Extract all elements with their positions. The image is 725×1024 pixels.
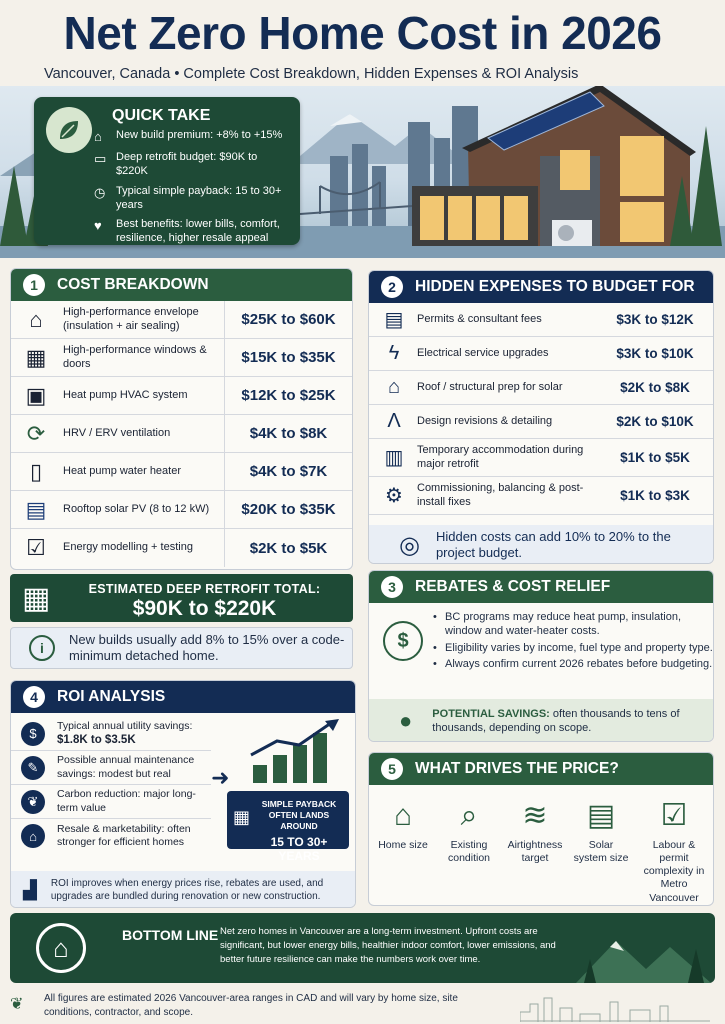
savings-note: ● POTENTIAL SAVINGS: often thousands to tens of thousands, depending on scope. — [369, 699, 713, 742]
driver-item: ⌂ Home size — [373, 793, 433, 852]
water-heater-icon: ▯ — [29, 458, 43, 484]
document-icon: ▤ — [384, 309, 404, 331]
compass-icon: Λ — [387, 410, 401, 432]
section-header — [369, 271, 713, 303]
section-header — [369, 753, 713, 785]
money-icon: $ — [21, 722, 45, 746]
section-header — [11, 681, 355, 713]
heart-pulse-icon: ♥ — [94, 218, 102, 234]
hidden-expenses-section — [368, 270, 714, 564]
rebates-section — [368, 570, 714, 742]
calendar-icon: ▦ — [233, 807, 251, 827]
retrofit-total-banner: ▦ ESTIMATED DEEP RETROFIT TOTAL: $90K to $220K — [10, 574, 353, 622]
section-number: 1 — [23, 274, 45, 296]
quick-take-item: ♥ Best benefits: lower bills, comfort, resilience, higher resale appeal — [94, 218, 280, 244]
section-number: 4 — [23, 686, 45, 708]
cost-row: ▯ Heat pump water heater $4K to $7K — [11, 453, 352, 491]
house-icon: ⌂ — [393, 799, 413, 833]
roof-icon: ⌂ — [387, 376, 401, 398]
section-title: ROI ANALYSIS — [57, 688, 166, 705]
arrow-right-icon: ➜ — [211, 765, 230, 790]
dollar-leaf-icon: $ — [383, 621, 423, 661]
section-title: COST BREAKDOWN — [57, 276, 209, 293]
expense-row: ▤ Permits & consultant fees $3K to $12K — [369, 303, 713, 337]
quick-take-title: QUICK TAKE — [112, 107, 211, 124]
quick-take-item: ◷ Typical simple payback: 15 to 30+ years — [94, 184, 282, 211]
roi-list — [11, 717, 211, 853]
house-leaf-icon: ⌂ — [36, 923, 86, 973]
trend-chart-icon: ▟ — [23, 879, 37, 900]
quick-take-item: ⌂ New build premium: +8% to +15% — [94, 129, 283, 144]
driver-item: ≋ Airtightness target — [505, 793, 565, 865]
solar-panel-icon: ▤ — [25, 496, 47, 522]
expense-row: ⌂ Roof / structural prep for solar $2K to $8K — [369, 371, 713, 405]
clipboard-icon: ☑ — [660, 799, 688, 833]
price-drivers-section — [368, 752, 714, 906]
piggy-bank-icon: ● — [399, 708, 413, 733]
calculator-icon: ▦ — [22, 582, 51, 615]
clipboard-icon: ☑ — [26, 535, 46, 560]
page-subtitle: Vancouver, Canada • Complete Cost Breakdown, Hidden Expenses & ROI Analysis — [44, 66, 579, 82]
driver-item: ⌕ Existing condition — [439, 793, 499, 865]
cost-row: ⌂ High-performance envelope (insulation + air sealing) $25K to $60K — [11, 301, 352, 339]
mountain-trees-icon — [576, 925, 711, 983]
cost-row: ▤ Rooftop solar PV (8 to 12 kW) $20K to $35K — [11, 491, 352, 529]
window-icon: ▦ — [25, 344, 47, 370]
info-icon: i — [29, 635, 55, 661]
solar-panel-icon: ▤ — [586, 799, 616, 833]
expense-row: ⚙ Commissioning, balancing & post-install fixes $1K to $3K — [369, 477, 713, 515]
house-icon: ⌂ — [21, 824, 45, 848]
expense-row: ϟ Electrical service upgrades $3K to $10K — [369, 337, 713, 371]
cost-row: ⟳ HRV / ERV ventilation $4K to $8K — [11, 415, 352, 453]
city-skyline-icon — [520, 994, 710, 1022]
section-header — [369, 571, 713, 603]
magnifier-house-icon: ⌕ — [460, 799, 478, 833]
new-build-note: i New builds usually add 8% to 15% over a code-minimum detached home. — [10, 627, 353, 669]
page-title: Net Zero Home Cost in 2026 — [63, 7, 662, 59]
roi-row: ⌂ Resale & marketability: often stronger for efficient homes — [11, 819, 211, 853]
wallet-icon: ▭ — [94, 151, 107, 167]
quick-take-card — [34, 97, 300, 245]
rebate-list: • BC programs may reduce heat pump, insulation, window and water-heater costs. • Eligibility varies by income, fuel type and property type. • Always confirm current 2026 rebates before budgeting. — [433, 611, 713, 675]
house-icon: ⌂ — [94, 129, 102, 144]
hidden-costs-note: ◎ Hidden costs can add 10% to 20% to the project budget. — [369, 525, 713, 564]
roi-note: ▟ ROI improves when energy prices rise, rebates are used, and upgrades are bundled during renovation or new construction. — [11, 871, 355, 908]
coins-icon: ◎ — [399, 531, 420, 559]
cost-breakdown-section — [10, 268, 353, 570]
gear-icon: ⚙ — [385, 485, 403, 507]
cost-row: ☑ Energy modelling + testing $2K to $5K — [11, 529, 352, 567]
leaf-icon: ❦ — [21, 790, 45, 814]
expense-row: ▥ Temporary accommodation during major retrofit $1K to $5K — [369, 439, 713, 477]
leaf-icon — [46, 107, 92, 153]
lightning-icon: ϟ — [388, 342, 400, 364]
growth-chart-icon — [247, 719, 347, 785]
expense-row: Λ Design revisions & detailing $2K to $10K — [369, 405, 713, 439]
bottom-line-banner: ⌂ BOTTOM LINE Net zero homes in Vancouver are a long-term investment. Upfront costs are significant, but lower energy bills, healthier indoor comfort, lower emissions, and better future resilience can make the numbers work over time. — [10, 913, 715, 983]
driver-item: ☑ Labour & permit complexity in Metro Vancouver — [639, 793, 709, 905]
section-title: WHAT DRIVES THE PRICE? — [415, 760, 619, 777]
footer-disclaimer: All figures are estimated 2026 Vancouver-area ranges in CAD and will vary by home size, site conditions, contractor, and scope. — [44, 993, 458, 1018]
section-title: HIDDEN EXPENSES TO BUDGET FOR — [415, 278, 695, 295]
cost-row: ▦ High-performance windows & doors $15K to $35K — [11, 339, 352, 377]
section-header — [11, 269, 352, 301]
clock-icon: ◷ — [94, 184, 106, 200]
recycle-arrows-icon: ⟳ — [26, 420, 46, 446]
suitcase-icon: ▥ — [384, 447, 404, 469]
quick-take-item: ▭ Deep retrofit budget: $90K to $220K — [94, 151, 258, 177]
roi-section — [10, 680, 356, 908]
roi-row: $ Typical annual utility savings: $1.8K to $3.5K — [11, 717, 211, 751]
heat-pump-icon: ▣ — [25, 382, 47, 408]
section-number: 3 — [381, 576, 403, 598]
section-title: REBATES & COST RELIEF — [415, 578, 611, 595]
wind-icon: ≋ — [522, 799, 548, 833]
driver-item: ▤ Solar system size — [571, 793, 631, 865]
section-number: 5 — [381, 758, 403, 780]
cost-row: ▣ Heat pump HVAC system $12K to $25K — [11, 377, 352, 415]
section-number: 2 — [381, 276, 403, 298]
roi-row: ✎ Possible annual maintenance savings: modest but real — [11, 751, 211, 785]
roi-row: ❦ Carbon reduction: major long-term value — [11, 785, 211, 819]
house-envelope-icon: ⌂ — [29, 306, 43, 332]
wrench-icon: ✎ — [21, 756, 45, 780]
payback-badge: ▦ SIMPLE PAYBACK OFTEN LANDS AROUND 15 TO 30+ YEARS — [227, 791, 349, 849]
leaf-icon: ❦ — [10, 996, 24, 1013]
